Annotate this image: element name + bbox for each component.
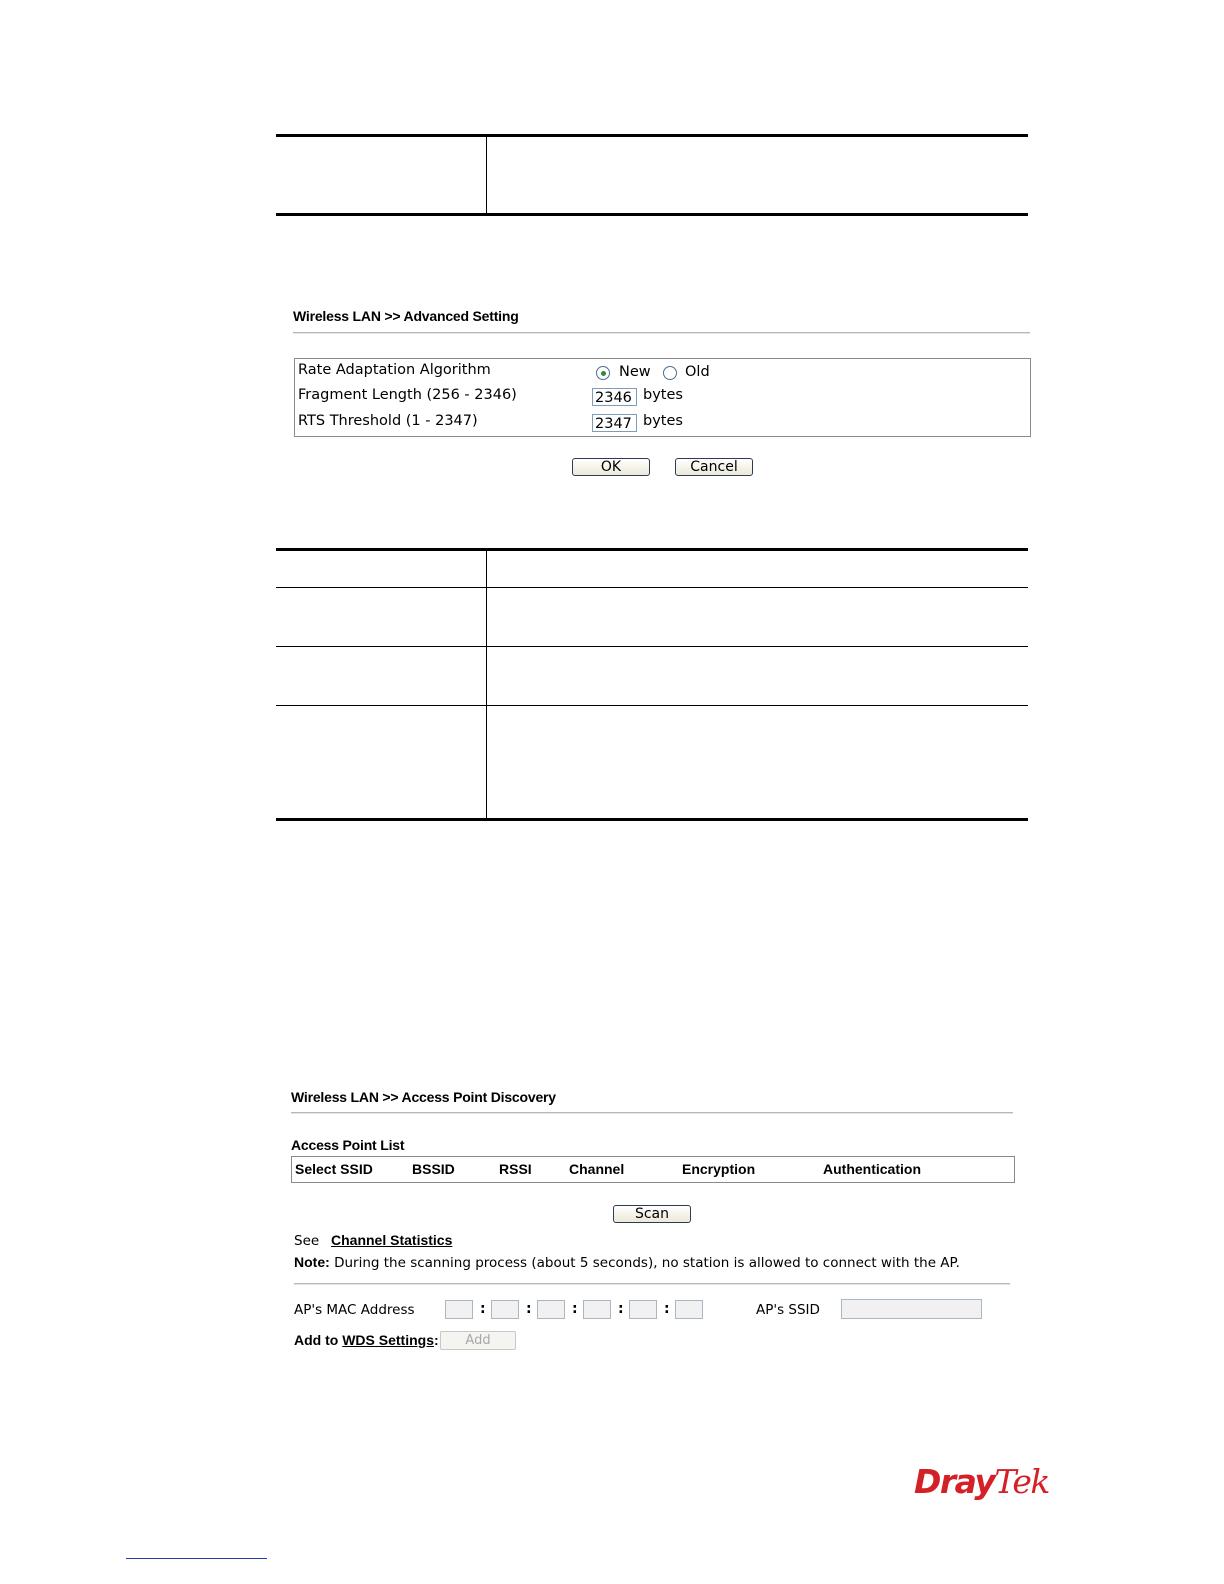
description-row (276, 647, 1028, 706)
column-divider (486, 588, 487, 646)
rts-unit-label: bytes (643, 413, 683, 429)
logo-text-dray: Dray (914, 1462, 995, 1501)
mac-octet-1-input[interactable] (445, 1300, 473, 1319)
column-divider (486, 137, 487, 213)
rts-threshold-label: RTS Threshold (1 - 2347) (298, 413, 478, 429)
mac-octet-6-input[interactable] (675, 1300, 703, 1319)
column-header-rssi: RSSI (499, 1161, 532, 1177)
mac-separator: : (480, 1301, 486, 1317)
description-row (276, 706, 1028, 818)
rate-old-radio[interactable] (663, 366, 677, 380)
column-divider (486, 551, 487, 587)
column-divider (486, 647, 487, 705)
ap-ssid-input[interactable] (841, 1299, 982, 1319)
column-header-channel: Channel (569, 1161, 625, 1177)
ap-ssid-label: AP's SSID (756, 1302, 820, 1318)
ok-button[interactable]: OK (572, 458, 650, 476)
wds-settings-link[interactable]: WDS Settings (342, 1332, 434, 1348)
note-text: During the scanning process (about 5 seconds), no station is allowed to connect with the AP. (334, 1255, 960, 1271)
column-header-encryption: Encryption (682, 1161, 756, 1177)
channel-statistics-link[interactable]: Channel Statistics (331, 1232, 453, 1248)
fragment-length-input[interactable]: 2346 (592, 388, 637, 406)
access-point-list-table (291, 1156, 1015, 1183)
mac-octet-2-input[interactable] (491, 1300, 519, 1319)
note-line (294, 1254, 960, 1271)
title-divider (291, 1112, 1013, 1114)
mac-separator: : (664, 1301, 670, 1317)
column-header-bssid: BSSID (412, 1161, 455, 1177)
mac-octet-5-input[interactable] (629, 1300, 657, 1319)
advanced-setting-form (294, 358, 1031, 437)
mac-address-label: AP's MAC Address (294, 1302, 415, 1318)
fragment-length-label: Fragment Length (256 - 2346) (298, 387, 517, 403)
column-header-select-ssid: Select SSID (295, 1161, 373, 1177)
rate-old-label: Old (685, 364, 710, 380)
advanced-setting-title: Wireless LAN >> Advanced Setting (293, 308, 519, 324)
scan-button[interactable]: Scan (613, 1205, 691, 1223)
description-row (276, 588, 1028, 647)
rts-threshold-input[interactable]: 2347 (592, 414, 637, 432)
column-header-authentication: Authentication (823, 1161, 921, 1177)
cancel-button[interactable]: Cancel (675, 458, 753, 476)
rate-adaptation-label: Rate Adaptation Algorithm (298, 362, 491, 378)
access-point-list-label: Access Point List (291, 1137, 405, 1153)
note-label: Note: (294, 1254, 330, 1270)
description-row (276, 137, 1028, 213)
footer-rule (126, 1558, 267, 1559)
draytek-logo (914, 1462, 1049, 1501)
radio-selected-dot (601, 371, 606, 376)
mac-octet-3-input[interactable] (537, 1300, 565, 1319)
fragment-unit-label: bytes (643, 387, 683, 403)
column-divider (486, 706, 487, 818)
section-divider (294, 1283, 1010, 1285)
description-table-middle (276, 548, 1028, 821)
rate-new-label: New (619, 364, 651, 380)
ap-discovery-title: Wireless LAN >> Access Point Discovery (291, 1089, 556, 1105)
add-to-wds-line (294, 1332, 439, 1348)
logo-text-tek: Tek (994, 1462, 1049, 1501)
rate-new-radio[interactable] (596, 366, 610, 380)
description-table-top (276, 134, 1028, 216)
title-divider (293, 332, 1030, 334)
mac-separator: : (572, 1301, 578, 1317)
add-to-label: Add to (294, 1332, 339, 1348)
see-label: See (294, 1233, 320, 1249)
wds-colon: : (434, 1332, 439, 1348)
mac-separator: : (618, 1301, 624, 1317)
add-button[interactable]: Add (440, 1331, 516, 1350)
mac-octet-4-input[interactable] (583, 1300, 611, 1319)
description-row (276, 551, 1028, 588)
mac-separator: : (526, 1301, 532, 1317)
